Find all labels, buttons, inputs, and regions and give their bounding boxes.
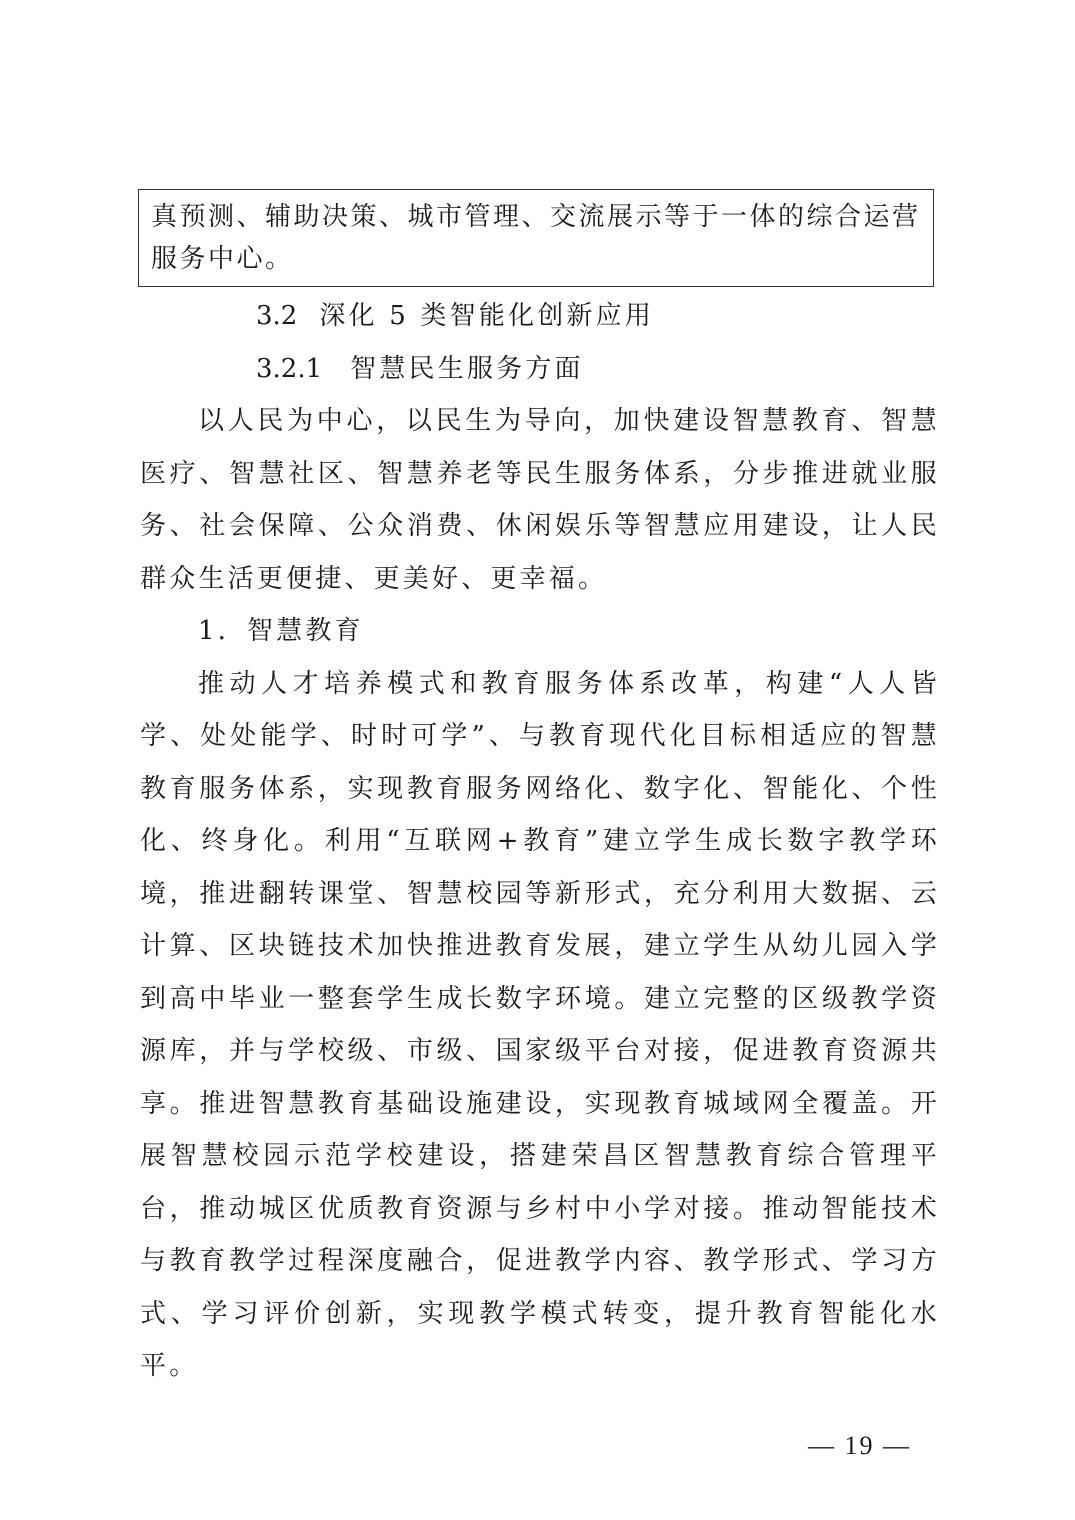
paragraph-intro: 以人民为中心，以民生为导向，加快建设智慧教育、智慧医疗、智慧社区、智慧养老等民生服务体系，分步推进就业服务、社会保障、公众消费、休闲娱乐等智慧应用建设，让人民群众生活更便捷、更美好、更幸福。	[140, 406, 940, 594]
section-heading-3-2-1	[140, 343, 940, 396]
subsection-number: 3.2.1	[256, 353, 323, 384]
page-number: — 19 —	[808, 1431, 911, 1460]
section-heading-3-2	[140, 290, 940, 343]
body-text	[140, 290, 940, 1393]
subsection-title: 智慧民生服务方面	[350, 353, 584, 384]
paragraph-education: 推动人才培养模式和教育服务体系改革，构建“人人皆学、处处能学、时时可学”、与教育现代化目标相适应的智慧教育服务体系，实现教育服务网络化、数字化、智能化、个性化、终身化。利用“互联网+教育”建立学生成长数字教学环境，推进翻转课堂、智慧校园等新形式，充分利用大数据、云计算、区块链技术加快推进教育发展，建立学生从幼儿园入学到高中毕业一整套学生成长数字环境。建立完整的区级教学资源库，并与学校级、市级、国家级平台对接，促进教育资源共享。推进智慧教育基础设施建设，实现教育城域网全覆盖。开展智慧校园示范学校建设，搭建荣昌区智慧教育综合管理平台，推动城区优质教育资源与乡村中小学对接。推动智能技术与教育教学过程深度融合，促进教学内容、教学形式、学习方式、学习评价创新，实现教学模式转变，提升教育智能化水平。	[140, 668, 940, 1381]
section-title: 深化 5 类智能化创新应用	[319, 301, 655, 331]
boxed-note-text: 真预测、辅助决策、城市管理、交流展示等于一体的综合运营服务中心。	[151, 202, 921, 274]
section-number: 3.2	[256, 301, 298, 331]
boxed-note	[138, 189, 934, 287]
item-heading: 1．智慧教育	[198, 616, 364, 646]
